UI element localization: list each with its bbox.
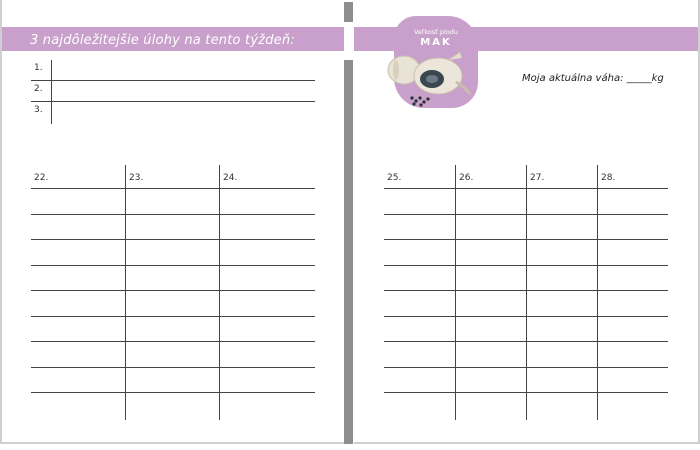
fruit-name: MAK: [420, 37, 452, 48]
day-header-25: 25.: [387, 173, 402, 183]
writing-line[interactable]: [31, 239, 315, 240]
day-header-24: 24.: [223, 173, 238, 183]
writing-line[interactable]: [384, 392, 668, 393]
task-row-2[interactable]: [31, 81, 315, 102]
writing-line[interactable]: [31, 341, 315, 342]
book-spine: [344, 60, 353, 444]
column-divider: [526, 165, 527, 420]
column-divider: [597, 165, 598, 420]
task-row-3[interactable]: [31, 102, 315, 124]
weekly-tasks-title: 3 najdôležitejšie úlohy na tento týždeň:: [30, 33, 295, 48]
task-number: 2.: [34, 84, 43, 94]
writing-line[interactable]: [31, 214, 315, 215]
writing-line[interactable]: [31, 316, 315, 317]
spine-top: [344, 2, 353, 22]
writing-line[interactable]: [384, 367, 668, 368]
writing-line[interactable]: [31, 265, 315, 266]
day-header-28: 28.: [601, 173, 616, 183]
writing-line[interactable]: [31, 367, 315, 368]
column-divider: [455, 165, 456, 420]
writing-line[interactable]: [31, 392, 315, 393]
day-header-22: 22.: [34, 173, 49, 183]
day-header-26: 26.: [459, 173, 474, 183]
task-number: 1.: [34, 63, 43, 73]
current-weight-label[interactable]: Moja aktuálna váha: _____kg: [522, 73, 664, 84]
writing-line[interactable]: [384, 239, 668, 240]
column-divider: [219, 165, 220, 420]
writing-line[interactable]: [384, 214, 668, 215]
task-row-1[interactable]: [31, 60, 315, 81]
right-day-grid: [384, 165, 668, 420]
writing-line[interactable]: [31, 188, 315, 189]
day-header-27: 27.: [530, 173, 545, 183]
writing-line[interactable]: [384, 188, 668, 189]
writing-line[interactable]: [384, 316, 668, 317]
writing-line[interactable]: [384, 341, 668, 342]
writing-line[interactable]: [384, 265, 668, 266]
poppy-seed-pod-icon: [386, 46, 472, 112]
left-day-grid: [31, 165, 315, 420]
column-divider: [125, 165, 126, 420]
fruit-size-label: Veľkosť plodu: [413, 28, 459, 36]
day-header-23: 23.: [129, 173, 144, 183]
task-number: 3.: [34, 105, 43, 115]
writing-line[interactable]: [384, 290, 668, 291]
writing-line[interactable]: [31, 290, 315, 291]
top-tasks-list: [31, 60, 315, 124]
